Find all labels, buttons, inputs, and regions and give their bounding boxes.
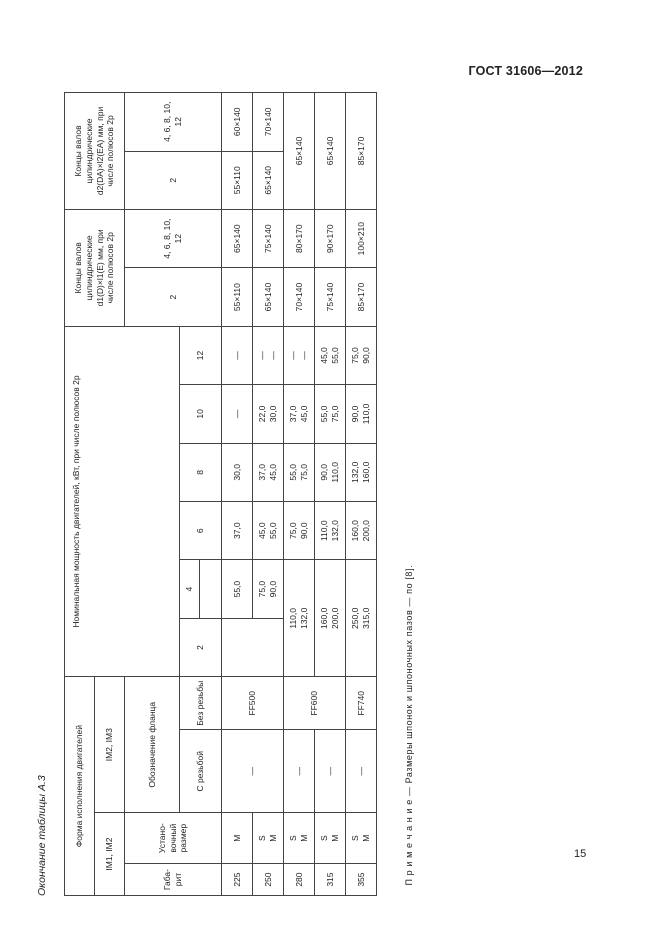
shaft-cell: 75×140 bbox=[315, 268, 346, 326]
threaded-cell: — bbox=[315, 730, 346, 813]
rotated-table-block bbox=[36, 92, 415, 896]
shaft-cell: 55×110 bbox=[222, 151, 253, 209]
power-cell: 110,0 132,0 bbox=[284, 560, 315, 677]
shaft-cell: 65×140 bbox=[222, 209, 253, 267]
flange-cell: FF740 bbox=[346, 677, 377, 730]
flange-cell: FF600 bbox=[284, 677, 346, 730]
power-header: Номинальная мощность двигателей, кВт, при числе полюсов 2p bbox=[65, 326, 180, 676]
shaft-cell: 85×170 bbox=[346, 268, 377, 326]
table-note: П р и м е ч а н и е — Размеры шпонок и шпоночных пазов — по [8]. bbox=[377, 93, 427, 896]
power-cell: 45,0 55,0 bbox=[315, 326, 346, 384]
power-cell: — bbox=[222, 326, 253, 384]
power-cell: 160,0 200,0 bbox=[315, 560, 346, 677]
ust-header: Устано- вочный размер bbox=[125, 813, 222, 864]
im23-header: IM2, IM3 bbox=[95, 677, 125, 813]
threaded-cell: — bbox=[222, 730, 284, 813]
threaded-cell: — bbox=[284, 730, 315, 813]
table-row-gab: 355 bbox=[346, 864, 377, 896]
shaft2-poles-2: 2 bbox=[125, 151, 222, 209]
shaft-cell: 90×170 bbox=[315, 209, 346, 267]
poles-4-spacer bbox=[200, 560, 222, 618]
table-row-ust: S M bbox=[284, 813, 315, 864]
shaft-cell: 65×140 bbox=[253, 151, 284, 209]
document-header: ГОСТ 31606—2012 bbox=[468, 64, 583, 78]
shaft2-header: Концы валов цилиндрические d2(DA)×l2(EA) мм, при числе полюсов 2p bbox=[65, 93, 125, 210]
table-row-ust: M bbox=[222, 813, 253, 864]
shaft1-poles-2: 2 bbox=[125, 268, 222, 326]
power-cell: 110,0 132,0 bbox=[315, 502, 346, 560]
shaft2-poles-4-12: 4, 6, 8, 10, 12 bbox=[125, 93, 222, 152]
shaft-cell: 60×140 bbox=[222, 93, 253, 152]
poles-10: 10 bbox=[180, 385, 222, 443]
poles-4: 4 bbox=[180, 560, 200, 618]
poles-2: 2 bbox=[180, 618, 222, 676]
power-cell bbox=[222, 618, 284, 676]
power-cell: 75,0 90,0 bbox=[284, 502, 315, 560]
power-cell: 90,0 110,0 bbox=[315, 443, 346, 501]
threaded-cell: — bbox=[346, 730, 377, 813]
poles-6: 6 bbox=[180, 502, 222, 560]
power-cell: 250,0 315,0 bbox=[346, 560, 377, 677]
shaft-cell: 100×210 bbox=[346, 209, 377, 267]
power-cell: 30,0 bbox=[222, 443, 253, 501]
shaft-cell: 85×170 bbox=[346, 93, 377, 210]
shaft-cell: 65×140 bbox=[253, 268, 284, 326]
power-cell: 22,0 30,0 bbox=[253, 385, 284, 443]
power-cell: 55,0 75,0 bbox=[284, 443, 315, 501]
table-row-gab: 280 bbox=[284, 864, 315, 896]
power-cell: 75,0 90,0 bbox=[253, 560, 284, 618]
table-row-ust: S M bbox=[253, 813, 284, 864]
table-row-ust: S M bbox=[315, 813, 346, 864]
table-row-gab: 225 bbox=[222, 864, 253, 896]
power-cell: — — bbox=[284, 326, 315, 384]
table-row-ust: S M bbox=[346, 813, 377, 864]
gabarit-header: Габа- рит bbox=[125, 864, 222, 896]
flange-header: Обозначение фланца bbox=[125, 677, 180, 813]
power-cell: 160,0 200,0 bbox=[346, 502, 377, 560]
shaft-cell: 65×140 bbox=[315, 93, 346, 210]
power-cell: 45,0 55,0 bbox=[253, 502, 284, 560]
table-row-gab: 250 bbox=[253, 864, 284, 896]
power-cell: 37,0 45,0 bbox=[253, 443, 284, 501]
shaft1-header: Концы валов цилиндрические d1(D)×l1(E) мм, при числе полюсов 2p bbox=[65, 209, 125, 326]
power-cell: 75,0 90,0 bbox=[346, 326, 377, 384]
shaft1-poles-4-12: 4, 6, 8, 10, 12 bbox=[125, 209, 222, 267]
power-cell: 55,0 75,0 bbox=[315, 385, 346, 443]
form-header: Форма исполнения двигателей bbox=[65, 677, 95, 896]
shaft-cell: 70×140 bbox=[253, 93, 284, 152]
poles-12: 12 bbox=[180, 326, 222, 384]
page-number: 15 bbox=[574, 848, 587, 860]
power-cell: 37,0 45,0 bbox=[284, 385, 315, 443]
power-cell: 55,0 bbox=[222, 560, 253, 618]
power-cell: — bbox=[222, 385, 253, 443]
threaded-header: С резьбой bbox=[180, 730, 222, 813]
shaft-cell: 80×170 bbox=[284, 209, 315, 267]
unthreaded-header: Без резьбы bbox=[180, 677, 222, 730]
shaft-cell: 55×110 bbox=[222, 268, 253, 326]
table-caption: Окончание таблицы А.3 bbox=[36, 775, 48, 896]
power-cell: 90,0 110,0 bbox=[346, 385, 377, 443]
motor-table bbox=[64, 92, 427, 896]
shaft-cell: 65×140 bbox=[284, 93, 315, 210]
power-cell: — — bbox=[253, 326, 284, 384]
table-row-gab: 315 bbox=[315, 864, 346, 896]
power-cell: 132,0 160,0 bbox=[346, 443, 377, 501]
power-cell: 37,0 bbox=[222, 502, 253, 560]
shaft-cell: 75×140 bbox=[253, 209, 284, 267]
im1-header: IM1, IM2 bbox=[95, 813, 125, 896]
flange-cell: FF500 bbox=[222, 677, 284, 730]
shaft-cell: 70×140 bbox=[284, 268, 315, 326]
poles-8: 8 bbox=[180, 443, 222, 501]
